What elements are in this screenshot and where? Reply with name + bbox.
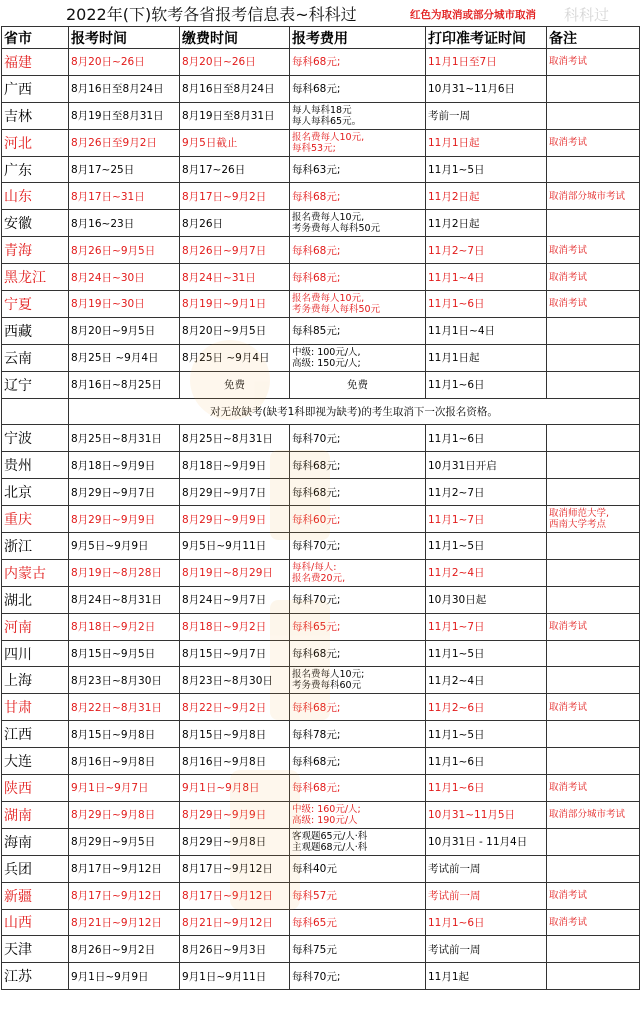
table-row <box>2 613 640 640</box>
cell-province: 甘肃 <box>2 694 69 721</box>
header-payment-time: 缴费时间 <box>180 27 290 49</box>
cell-remark: 取消部分城市考试 <box>547 183 640 210</box>
table-row <box>2 398 640 425</box>
table-row <box>2 237 640 264</box>
cell-payment-time: 8月25日 ~9月4日 <box>180 344 290 371</box>
notice-text: 对无故缺考(缺考1科即视为缺考)的考生取消下一次报名资格。 <box>69 398 640 425</box>
cell-payment-time: 8月15日~9月8日 <box>180 721 290 748</box>
cell-registration-time: 8月25日~8月31日 <box>69 425 180 452</box>
cell-fee: 每科68元; <box>290 264 426 291</box>
table-row <box>2 828 640 855</box>
cell-registration-time: 8月17~25日 <box>69 156 180 183</box>
cell-payment-time: 8月19日至8月31日 <box>180 102 290 129</box>
cell-registration-time: 9月1日~9月9日 <box>69 963 180 990</box>
cell-province: 江苏 <box>2 963 69 990</box>
cell-fee: 每人每科18元 每人每科65元。 <box>290 102 426 129</box>
cell-payment-time: 8月29日~9月9日 <box>180 801 290 828</box>
cell-province: 新疆 <box>2 882 69 909</box>
cell-print-ticket-time: 11月1日起 <box>426 344 547 371</box>
exam-info-table <box>1 26 640 990</box>
cell-registration-time: 8月17日~9月12日 <box>69 855 180 882</box>
cell-print-ticket-time: 10月30日起 <box>426 586 547 613</box>
cell-print-ticket-time: 11月1~6日 <box>426 775 547 802</box>
cell-print-ticket-time: 11月2~4日 <box>426 667 547 694</box>
table-header-row <box>2 27 640 49</box>
cell-fee: 每科68元; <box>290 748 426 775</box>
cell-province: 兵团 <box>2 855 69 882</box>
cell-province: 吉林 <box>2 102 69 129</box>
cell-print-ticket-time: 11月1~6日 <box>426 425 547 452</box>
table-row <box>2 210 640 237</box>
table-row <box>2 479 640 506</box>
page-title: 2022年(下)软考各省报考信息表~科科过 <box>66 5 357 24</box>
cell-payment-time: 8月23日~8月30日 <box>180 667 290 694</box>
cell-province: 河南 <box>2 613 69 640</box>
cell-print-ticket-time: 10月31~11月5日 <box>426 801 547 828</box>
cell-province: 湖南 <box>2 801 69 828</box>
cell-registration-time: 8月25日 ~9月4日 <box>69 344 180 371</box>
cell-fee: 报名费每人10元, 考务费每人每科50元 <box>290 291 426 318</box>
cell-registration-time: 8月23日~8月30日 <box>69 667 180 694</box>
table-row <box>2 936 640 963</box>
cell-registration-time: 8月16日~8月25日 <box>69 371 180 398</box>
cell-fee: 每科70元; <box>290 963 426 990</box>
cell-remark: 取消考试 <box>547 775 640 802</box>
cell-province: 四川 <box>2 640 69 667</box>
cell-payment-time: 8月24日~9月7日 <box>180 586 290 613</box>
cell-province: 江西 <box>2 721 69 748</box>
cell-registration-time: 8月24日~8月31日 <box>69 586 180 613</box>
header-print-ticket-time: 打印准考证时间 <box>426 27 547 49</box>
cell-province: 青海 <box>2 237 69 264</box>
cell-remark <box>547 936 640 963</box>
table-row <box>2 183 640 210</box>
cell-province: 大连 <box>2 748 69 775</box>
cell-payment-time: 8月17日~9月12日 <box>180 882 290 909</box>
table-row <box>2 506 640 533</box>
table-row <box>2 291 640 318</box>
cell-fee: 每科68元; <box>290 452 426 479</box>
cell-registration-time: 8月26日至9月2日 <box>69 129 180 156</box>
cell-remark <box>547 748 640 775</box>
cell-remark: 取消考试 <box>547 291 640 318</box>
cell-province: 天津 <box>2 936 69 963</box>
table-body <box>2 49 640 990</box>
cell-payment-time: 8月18日~9月2日 <box>180 613 290 640</box>
cell-fee: 每科70元; <box>290 533 426 560</box>
table-row <box>2 882 640 909</box>
table-row <box>2 317 640 344</box>
cell-print-ticket-time: 11月1起 <box>426 963 547 990</box>
table-row <box>2 909 640 936</box>
cell-payment-time: 8月18日~9月9日 <box>180 452 290 479</box>
cell-remark <box>547 317 640 344</box>
table-row <box>2 855 640 882</box>
cell-remark <box>547 640 640 667</box>
cell-fee: 报名费每人10元, 每科53元; <box>290 129 426 156</box>
cell-print-ticket-time: 11月2日起 <box>426 210 547 237</box>
cell-print-ticket-time: 11月2~7日 <box>426 237 547 264</box>
title-bar <box>0 0 640 26</box>
cell-province: 山西 <box>2 909 69 936</box>
cell-print-ticket-time: 考前一周 <box>426 102 547 129</box>
cell-remark: 取消考试 <box>547 613 640 640</box>
cell-province: 福建 <box>2 49 69 76</box>
cell-payment-time: 8月16日至8月24日 <box>180 75 290 102</box>
cell-province: 重庆 <box>2 506 69 533</box>
header-registration-time: 报考时间 <box>69 27 180 49</box>
cell-remark: 取消考试 <box>547 909 640 936</box>
cell-remark <box>547 559 640 586</box>
cell-print-ticket-time: 11月1~6日 <box>426 371 547 398</box>
cell-print-ticket-time: 10月31日开启 <box>426 452 547 479</box>
cell-fee: 每科65元 <box>290 909 426 936</box>
cell-fee: 每科75元 <box>290 936 426 963</box>
cell-fee: 免费 <box>290 371 426 398</box>
cell-registration-time: 9月1日~9月7日 <box>69 775 180 802</box>
cell-fee: 每科68元; <box>290 775 426 802</box>
cell-print-ticket-time: 11月1~6日 <box>426 909 547 936</box>
cell-province: 宁夏 <box>2 291 69 318</box>
cell-remark <box>547 533 640 560</box>
cell-payment-time: 9月1日~9月8日 <box>180 775 290 802</box>
cell-province: 山东 <box>2 183 69 210</box>
cell-remark <box>547 855 640 882</box>
cell-fee: 每科70元; <box>290 425 426 452</box>
cell-remark <box>547 425 640 452</box>
cell-remark <box>547 828 640 855</box>
cell-province: 辽宁 <box>2 371 69 398</box>
cell-province: 云南 <box>2 344 69 371</box>
table-row <box>2 371 640 398</box>
table-row <box>2 640 640 667</box>
table-row <box>2 559 640 586</box>
cell-payment-time: 8月21日~9月12日 <box>180 909 290 936</box>
cell-payment-time: 8月24日~31日 <box>180 264 290 291</box>
cell-remark <box>547 156 640 183</box>
cell-registration-time: 8月20日~9月5日 <box>69 317 180 344</box>
cell-registration-time: 8月19日~8月28日 <box>69 559 180 586</box>
cell-province: 广西 <box>2 75 69 102</box>
cell-payment-time: 8月29日~9月7日 <box>180 479 290 506</box>
cell-province: 安徽 <box>2 210 69 237</box>
cell-print-ticket-time: 11月2~7日 <box>426 479 547 506</box>
watermark-text: 科科过 <box>564 6 610 24</box>
cell-print-ticket-time: 考试前一周 <box>426 855 547 882</box>
cell-print-ticket-time: 11月2~6日 <box>426 694 547 721</box>
cell-remark: 取消考试 <box>547 49 640 76</box>
cell-province: 贵州 <box>2 452 69 479</box>
cell-remark <box>547 586 640 613</box>
cell-registration-time: 8月17日~9月12日 <box>69 882 180 909</box>
cell-remark <box>547 210 640 237</box>
cell-payment-time: 8月15日~9月7日 <box>180 640 290 667</box>
cell-payment-time: 8月17~26日 <box>180 156 290 183</box>
cell-fee: 每科60元; <box>290 506 426 533</box>
cell-print-ticket-time: 11月1日~4日 <box>426 317 547 344</box>
table-row <box>2 156 640 183</box>
cell-print-ticket-time: 10月31日 - 11月4日 <box>426 828 547 855</box>
cell-province: 浙江 <box>2 533 69 560</box>
table-row <box>2 775 640 802</box>
cell-fee: 每科70元; <box>290 586 426 613</box>
cell-payment-time: 8月29日~9月9日 <box>180 506 290 533</box>
table-row <box>2 425 640 452</box>
table-row <box>2 102 640 129</box>
cell-province: 西藏 <box>2 317 69 344</box>
cell-registration-time: 8月19日至8月31日 <box>69 102 180 129</box>
cell-payment-time: 9月5日~9月11日 <box>180 533 290 560</box>
cell-payment-time: 8月17日~9月12日 <box>180 855 290 882</box>
cell-fee: 中级: 100元/人, 高级: 150元/人; <box>290 344 426 371</box>
table-row <box>2 344 640 371</box>
table-row <box>2 129 640 156</box>
cell-print-ticket-time: 11月1~6日 <box>426 748 547 775</box>
cell-registration-time: 8月16日~9月8日 <box>69 748 180 775</box>
cell-payment-time: 8月26日 <box>180 210 290 237</box>
cell-payment-time: 9月5日截止 <box>180 129 290 156</box>
cell-fee: 每科40元 <box>290 855 426 882</box>
cell-fee: 每科68元; <box>290 183 426 210</box>
cell-registration-time: 8月29日~9月7日 <box>69 479 180 506</box>
cell-payment-time: 8月25日~8月31日 <box>180 425 290 452</box>
cell-registration-time: 8月15日~9月8日 <box>69 721 180 748</box>
cell-fee: 每科68元; <box>290 479 426 506</box>
cell-registration-time: 8月15日~9月5日 <box>69 640 180 667</box>
cell-payment-time: 8月19日~9月1日 <box>180 291 290 318</box>
cell-registration-time: 8月19日~30日 <box>69 291 180 318</box>
table-row <box>2 667 640 694</box>
cell-fee: 每科63元; <box>290 156 426 183</box>
cell-registration-time: 9月5日~9月9日 <box>69 533 180 560</box>
cell-print-ticket-time: 11月2~4日 <box>426 559 547 586</box>
cell-fee: 客观题65元/人·科 主观题68元/人·科 <box>290 828 426 855</box>
cell-payment-time: 8月19日~8月29日 <box>180 559 290 586</box>
cell-registration-time: 8月24日~30日 <box>69 264 180 291</box>
cell-remark: 取消考试 <box>547 264 640 291</box>
cell-payment-time: 8月26日~9月7日 <box>180 237 290 264</box>
table-row <box>2 721 640 748</box>
cell-registration-time: 8月20日~26日 <box>69 49 180 76</box>
cell-province: 陕西 <box>2 775 69 802</box>
cell-registration-time: 8月29日~9月9日 <box>69 506 180 533</box>
cell-remark: 取消考试 <box>547 129 640 156</box>
cell-province: 广东 <box>2 156 69 183</box>
table-row <box>2 963 640 990</box>
cell-print-ticket-time: 考试前一周 <box>426 936 547 963</box>
cell-payment-time: 8月22日~9月2日 <box>180 694 290 721</box>
cell-registration-time: 8月17日~31日 <box>69 183 180 210</box>
cell-payment-time: 9月1日~9月11日 <box>180 963 290 990</box>
cell-registration-time: 8月16~23日 <box>69 210 180 237</box>
header-fee: 报考费用 <box>290 27 426 49</box>
cell-payment-time: 8月29日~9月8日 <box>180 828 290 855</box>
cell-province <box>2 398 69 425</box>
cell-print-ticket-time: 11月1日至7日 <box>426 49 547 76</box>
cell-registration-time: 8月18日~9月9日 <box>69 452 180 479</box>
cell-payment-time: 8月20日~9月5日 <box>180 317 290 344</box>
table-row <box>2 264 640 291</box>
cell-remark: 取消考试 <box>547 237 640 264</box>
table-row <box>2 75 640 102</box>
cell-fee: 报名费每人10元, 考务费每人每科50元 <box>290 210 426 237</box>
cell-remark: 取消部分城市考试 <box>547 801 640 828</box>
cell-fee: 每科68元; <box>290 694 426 721</box>
cell-print-ticket-time: 11月1~7日 <box>426 506 547 533</box>
cell-fee: 每科57元 <box>290 882 426 909</box>
cell-remark <box>547 963 640 990</box>
cell-print-ticket-time: 10月31~11月6日 <box>426 75 547 102</box>
cell-registration-time: 8月26日~9月2日 <box>69 936 180 963</box>
cell-fee: 每科65元; <box>290 613 426 640</box>
table-row <box>2 748 640 775</box>
cell-payment-time: 8月26日~9月3日 <box>180 936 290 963</box>
cell-print-ticket-time: 11月1~5日 <box>426 721 547 748</box>
cell-province: 黑龙江 <box>2 264 69 291</box>
cell-fee: 每科78元; <box>290 721 426 748</box>
cell-print-ticket-time: 11月1~7日 <box>426 613 547 640</box>
cell-remark <box>547 344 640 371</box>
cell-remark <box>547 721 640 748</box>
cell-payment-time: 8月20日~26日 <box>180 49 290 76</box>
cell-fee: 每科68元; <box>290 640 426 667</box>
cell-remark <box>547 371 640 398</box>
cell-print-ticket-time: 11月1~5日 <box>426 533 547 560</box>
table-row <box>2 694 640 721</box>
table-row <box>2 586 640 613</box>
cell-remark <box>547 452 640 479</box>
cell-province: 北京 <box>2 479 69 506</box>
cell-fee: 每科/每人: 报名费20元, <box>290 559 426 586</box>
cell-fee: 中级: 160元/人; 高级: 190元/人 <box>290 801 426 828</box>
cell-remark: 取消考试 <box>547 694 640 721</box>
cell-registration-time: 8月29日~9月8日 <box>69 801 180 828</box>
cell-province: 上海 <box>2 667 69 694</box>
cell-print-ticket-time: 11月1~5日 <box>426 640 547 667</box>
cell-province: 海南 <box>2 828 69 855</box>
cell-registration-time: 8月18日~9月2日 <box>69 613 180 640</box>
cell-payment-time: 8月16日~9月8日 <box>180 748 290 775</box>
cell-fee: 报名费每人10元; 考务费每科60元 <box>290 667 426 694</box>
cell-fee: 每科68元; <box>290 75 426 102</box>
cell-province: 湖北 <box>2 586 69 613</box>
cell-payment-time: 免费 <box>180 371 290 398</box>
cell-registration-time: 8月21日~9月12日 <box>69 909 180 936</box>
cell-print-ticket-time: 11月1日起 <box>426 129 547 156</box>
color-legend-note: 红色为取消或部分城市取消 <box>410 9 536 21</box>
header-remark: 备注 <box>547 27 640 49</box>
table-row <box>2 49 640 76</box>
cell-registration-time: 8月26日~9月5日 <box>69 237 180 264</box>
cell-remark <box>547 102 640 129</box>
cell-payment-time: 8月17日~9月2日 <box>180 183 290 210</box>
cell-print-ticket-time: 11月1~5日 <box>426 156 547 183</box>
header-province: 省市 <box>2 27 69 49</box>
cell-fee: 每科85元; <box>290 317 426 344</box>
cell-print-ticket-time: 11月1~4日 <box>426 264 547 291</box>
cell-remark: 取消考试 <box>547 882 640 909</box>
cell-registration-time: 8月29日~9月5日 <box>69 828 180 855</box>
cell-remark <box>547 75 640 102</box>
cell-print-ticket-time: 11月2日起 <box>426 183 547 210</box>
cell-print-ticket-time: 11月1~6日 <box>426 291 547 318</box>
cell-print-ticket-time: 考试前一周 <box>426 882 547 909</box>
cell-remark <box>547 667 640 694</box>
table-row <box>2 533 640 560</box>
cell-province: 宁波 <box>2 425 69 452</box>
cell-fee: 每科68元; <box>290 49 426 76</box>
cell-province: 内蒙古 <box>2 559 69 586</box>
cell-registration-time: 8月16日至8月24日 <box>69 75 180 102</box>
table-row <box>2 801 640 828</box>
cell-remark: 取消师范大学, 西南大学考点 <box>547 506 640 533</box>
table-row <box>2 452 640 479</box>
cell-registration-time: 8月22日~8月31日 <box>69 694 180 721</box>
cell-remark <box>547 479 640 506</box>
cell-fee: 每科68元; <box>290 237 426 264</box>
cell-province: 河北 <box>2 129 69 156</box>
